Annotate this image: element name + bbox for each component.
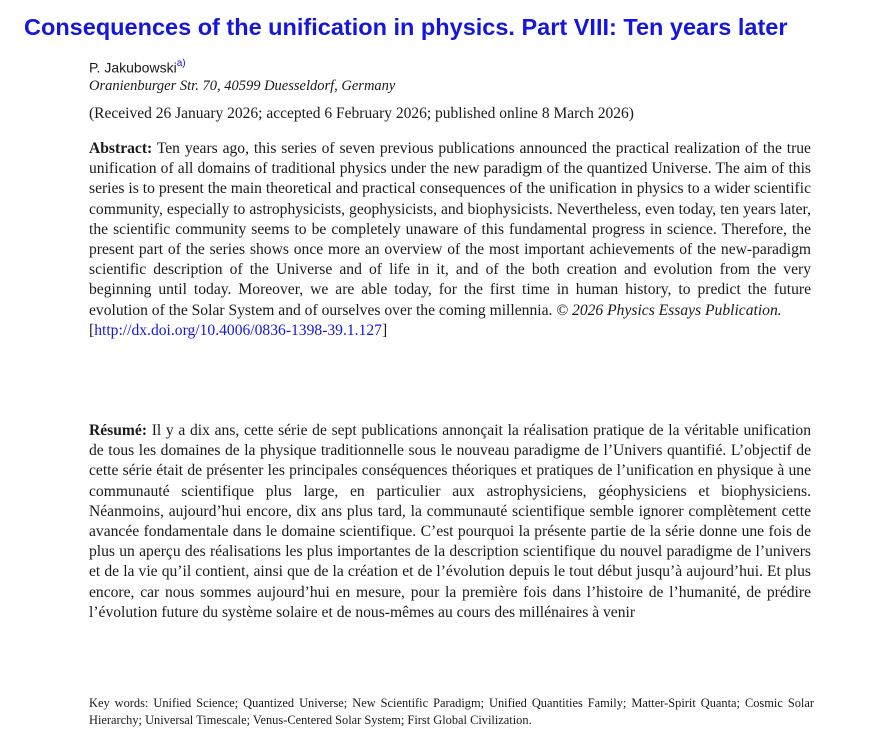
author-affiliation: Oranienburger Str. 70, 40599 Duesseldorf, Germany xyxy=(89,78,396,94)
resume-text: Il y a dix ans, cette série de sept publications annonçait la réalisation pratique de la véritable unification de tous les domaines de la physique traditionnelle sous le nouveau paradigme de l’Univers quantifié. L’objectif de cette série était de présenter les principales conséquences théoriques et pratiques de l’unification en physique à une communauté scientifique plus large, en particulier aux astrophysiciens, géophysiciens et biophysiciens. Néanmoins, aujourd’hui encore, dix ans plus tard, la communauté scientifique semble ignorer complètement cette avancée fondamentale dans le domaine scientifique. C’est pourquoi la présente partie de la série donne une fois de plus un aperçu des réalisations les plus importantes de la description scientifique du nouvel paradigme de l’univers et de la vie qu’il contient, ainsi que de la création et de l’évolution depuis le tout début jusqu’à aujourd’hui. Et plus encore, car nous sommes aujourd’hui en mesure, pour la première fois dans l’histoire de l’humanité, de prédire l’évolution future du système solaire et de nous-mêmes au cours des millénaires à venir xyxy=(89,422,811,621)
keywords-text: Unified Science; Quantized Universe; New Scientific Paradigm; Unified Quantities Family; Matter-Spirit Quanta; Cosmic Solar Hierarchy; Universal Timescale; Venus-Centered Solar System; First Global Civilization. xyxy=(89,696,814,727)
doi-link[interactable]: http://dx.doi.org/10.4006/0836-1398-39.1.127 xyxy=(94,321,382,339)
author-name: P. Jakubowski xyxy=(89,59,177,76)
keywords-section xyxy=(89,695,814,728)
author-line xyxy=(89,59,186,76)
doi-bracket-close: ] xyxy=(381,321,388,339)
copyright-notice: © 2026 Physics Essays Publication. xyxy=(556,301,782,319)
resume-section xyxy=(89,421,811,623)
abstract-section xyxy=(89,139,811,341)
resume-label: Résumé: xyxy=(89,422,148,439)
article-title: Consequences of the unification in physics. Part VIII: Ten years later xyxy=(24,14,788,40)
abstract-text: Ten years ago, this series of seven previous publications announced the practical realization of the true unification of all domains of traditional physics under the new paradigm of the quantized Universe. The aim of this series is to present the main theoretical and practical consequences of the unification in physics to a wider scientific community, especially to astrophysicists, geophysicists, and biophysicists. Nevertheless, even today, ten years later, the scientific community seems to be completely unaware of this fundamental progress in science. Therefore, the present part of the series shows once more an overview of the most important achievements of the new-paradigm scientific description of the Universe and of life in it, and of the both creation and evolution from the very beginning until today. Moreover, we are able today, for the first time in human history, to predict the future evolution of the Solar System and of ourselves over the coming millennia. xyxy=(89,140,811,319)
keywords-label: Key words: xyxy=(89,696,149,710)
doi-bracket-open: [ xyxy=(89,321,95,339)
abstract-label: Abstract: xyxy=(89,140,153,157)
author-footnote-mark[interactable]: a) xyxy=(176,58,186,69)
publication-dates: (Received 26 January 2026; accepted 6 February 2026; published online 8 March 2026) xyxy=(89,105,634,122)
